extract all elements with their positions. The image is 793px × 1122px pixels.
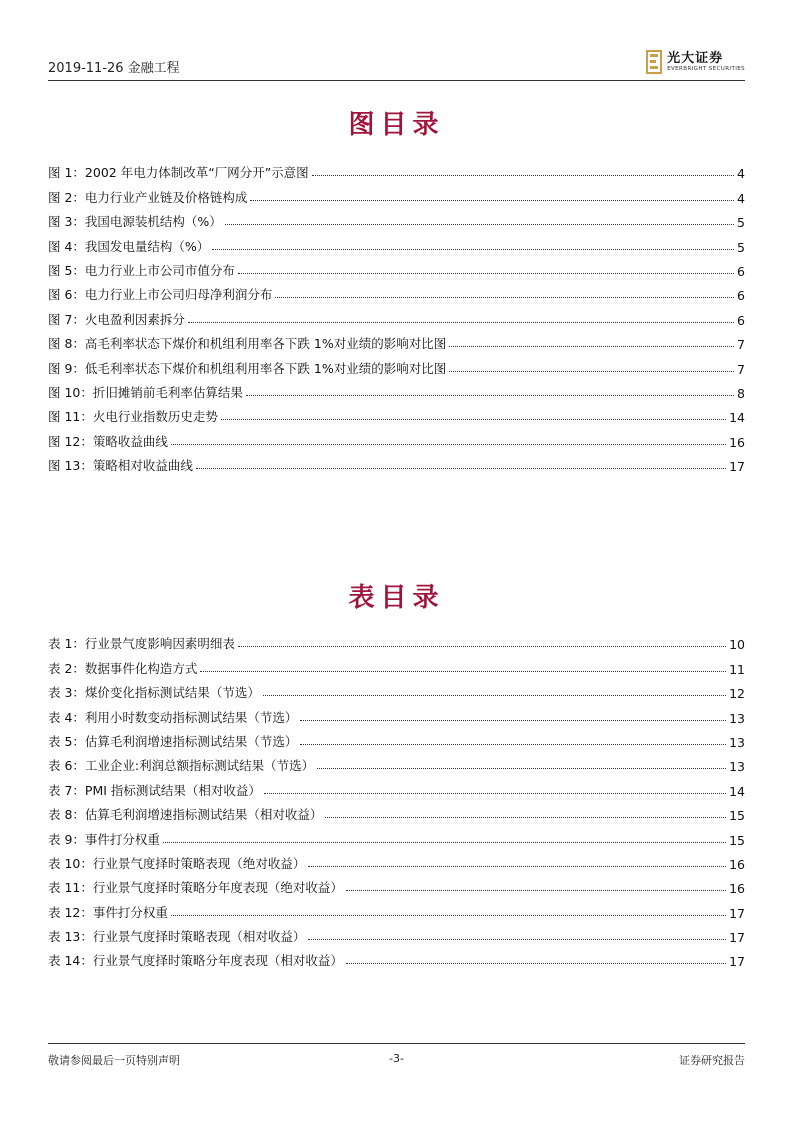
table-toc-entry-label: 表 11：行业景气度择时策略分年度表现（绝对收益） bbox=[48, 880, 343, 896]
dot-leader bbox=[246, 395, 734, 396]
figure-toc-entry-label: 图 10：折旧摊销前毛利率估算结果 bbox=[48, 384, 243, 400]
dot-leader bbox=[163, 842, 726, 843]
logo-english-name: EVERBRIGHT SECURITIES bbox=[667, 66, 745, 72]
figure-toc-entry-label: 图 7：火电盈利因素拆分 bbox=[48, 311, 185, 327]
table-toc-entry[interactable] bbox=[48, 701, 745, 725]
table-toc-entry[interactable] bbox=[48, 872, 745, 896]
page-header bbox=[48, 48, 745, 81]
table-toc-entry-label: 表 8：估算毛利润增速指标测试结果（相对收益） bbox=[48, 807, 323, 823]
dot-leader bbox=[263, 695, 726, 696]
table-toc-entry-label: 表 7：PMI 指标测试结果（相对收益） bbox=[48, 782, 261, 798]
table-toc-entry-page: 11 bbox=[729, 661, 745, 677]
page-number: -3- bbox=[389, 1052, 404, 1065]
table-toc-entry-label: 表 12：事件打分权重 bbox=[48, 904, 168, 920]
table-toc-entry-label: 表 14：行业景气度择时策略分年度表现（相对收益） bbox=[48, 953, 343, 969]
table-toc-entry-page: 13 bbox=[729, 759, 745, 775]
dot-leader bbox=[238, 273, 734, 274]
dot-leader bbox=[308, 939, 726, 940]
dot-leader bbox=[225, 224, 734, 225]
figure-toc-entry-label: 图 6：电力行业上市公司归母净利润分布 bbox=[48, 287, 273, 303]
table-toc-entry[interactable] bbox=[48, 823, 745, 847]
table-toc-entry-label: 表 4：利用小时数变动指标测试结果（节选） bbox=[48, 709, 298, 725]
figure-toc-entry-label: 图 8：高毛利率状态下煤价和机组利用率各下跌 1%对业绩的影响对比图 bbox=[48, 336, 447, 352]
figure-toc-entry-label: 图 1：2002 年电力体制改革“厂网分开”示意图 bbox=[48, 165, 309, 181]
company-logo bbox=[646, 48, 745, 76]
table-toc-entry[interactable] bbox=[48, 921, 745, 945]
figure-toc-entry[interactable] bbox=[48, 279, 745, 303]
dot-leader bbox=[212, 249, 734, 250]
figure-toc-entry-page: 17 bbox=[729, 459, 745, 475]
figure-toc-entry[interactable] bbox=[48, 255, 745, 279]
figure-toc-entry-label: 图 3：我国电源装机结构（%） bbox=[48, 214, 222, 230]
table-toc-entry[interactable] bbox=[48, 677, 745, 701]
figure-toc-entry[interactable] bbox=[48, 377, 745, 401]
figure-toc-entry-label: 图 2：电力行业产业链及价格链构成 bbox=[48, 189, 248, 205]
table-toc-entry-page: 14 bbox=[729, 783, 745, 799]
figure-toc-entry-page: 7 bbox=[737, 361, 745, 377]
dot-leader bbox=[171, 915, 726, 916]
figure-toc-entry-page: 6 bbox=[737, 288, 745, 304]
table-toc-entry[interactable] bbox=[48, 774, 745, 798]
figure-toc-entry[interactable] bbox=[48, 401, 745, 425]
figure-toc-entry[interactable] bbox=[48, 425, 745, 449]
table-toc-entry-label: 表 9：事件打分权重 bbox=[48, 831, 160, 847]
table-toc-entry-page: 10 bbox=[729, 637, 745, 653]
tables-toc-list bbox=[48, 628, 745, 969]
table-toc-entry-label: 表 2：数据事件化构造方式 bbox=[48, 660, 198, 676]
figure-toc-entry-label: 图 4：我国发电量结构（%） bbox=[48, 238, 210, 254]
dot-leader bbox=[300, 720, 726, 721]
figures-toc-title: 图目录 bbox=[348, 110, 445, 140]
disclaimer-note: 敬请参阅最后一页特别声明 bbox=[48, 1054, 180, 1067]
dot-leader bbox=[449, 346, 734, 347]
logo-mark-icon bbox=[646, 50, 662, 74]
figure-toc-entry[interactable] bbox=[48, 206, 745, 230]
table-toc-entry-page: 15 bbox=[729, 808, 745, 824]
figure-toc-entry-page: 8 bbox=[737, 385, 745, 401]
table-toc-entry-page: 15 bbox=[729, 832, 745, 848]
dot-leader bbox=[188, 322, 734, 323]
table-toc-entry-page: 17 bbox=[729, 905, 745, 921]
report-date-section: 2019-11-26 金融工程 bbox=[48, 61, 180, 76]
table-toc-entry-page: 17 bbox=[729, 930, 745, 946]
figures-toc-list bbox=[48, 157, 745, 474]
table-toc-entry-label: 表 6：工业企业:利润总额指标测试结果（节选） bbox=[48, 758, 315, 774]
figure-toc-entry-page: 16 bbox=[729, 434, 745, 450]
table-toc-entry[interactable] bbox=[48, 799, 745, 823]
figure-toc-entry-page: 6 bbox=[737, 312, 745, 328]
table-toc-entry-page: 17 bbox=[729, 954, 745, 970]
figure-toc-entry-page: 7 bbox=[737, 337, 745, 353]
figure-toc-entry-page: 5 bbox=[737, 215, 745, 231]
dot-leader bbox=[171, 444, 726, 445]
table-toc-entry[interactable] bbox=[48, 628, 745, 652]
table-toc-entry-label: 表 5：估算毛利润增速指标测试结果（节选） bbox=[48, 733, 298, 749]
dot-leader bbox=[275, 297, 734, 298]
figure-toc-entry[interactable] bbox=[48, 328, 745, 352]
tables-toc-title: 表目录 bbox=[348, 583, 445, 613]
table-toc-entry-label: 表 1：行业景气度影响因素明细表 bbox=[48, 636, 235, 652]
dot-leader bbox=[317, 768, 726, 769]
figure-toc-entry[interactable] bbox=[48, 181, 745, 205]
dot-leader bbox=[200, 671, 726, 672]
figure-toc-entry[interactable] bbox=[48, 450, 745, 474]
figure-toc-entry[interactable] bbox=[48, 230, 745, 254]
dot-leader bbox=[250, 200, 734, 201]
figure-toc-entry-label: 图 12：策略收益曲线 bbox=[48, 433, 168, 449]
table-toc-entry[interactable] bbox=[48, 652, 745, 676]
figure-toc-entry-page: 6 bbox=[737, 263, 745, 279]
table-toc-entry-page: 16 bbox=[729, 856, 745, 872]
dot-leader bbox=[346, 963, 726, 964]
table-toc-entry-page: 13 bbox=[729, 734, 745, 750]
dot-leader bbox=[346, 890, 726, 891]
figure-toc-entry[interactable] bbox=[48, 157, 745, 181]
figure-toc-entry-page: 14 bbox=[729, 410, 745, 426]
table-toc-entry-label: 表 13：行业景气度择时策略表现（相对收益） bbox=[48, 929, 306, 945]
dot-leader bbox=[264, 793, 726, 794]
dot-leader bbox=[312, 175, 734, 176]
figure-toc-entry-label: 图 11：火电行业指数历史走势 bbox=[48, 409, 218, 425]
table-toc-entry-page: 16 bbox=[729, 881, 745, 897]
figure-toc-entry[interactable] bbox=[48, 303, 745, 327]
table-toc-entry[interactable] bbox=[48, 848, 745, 872]
table-toc-entry-page: 13 bbox=[729, 710, 745, 726]
dot-leader bbox=[196, 468, 726, 469]
figure-toc-entry-label: 图 5：电力行业上市公司市值分布 bbox=[48, 262, 235, 278]
page-footer bbox=[48, 1043, 745, 1070]
table-toc-entry[interactable] bbox=[48, 896, 745, 920]
table-toc-entry[interactable] bbox=[48, 945, 745, 969]
table-toc-entry-label: 表 10：行业景气度择时策略表现（绝对收益） bbox=[48, 855, 306, 871]
dot-leader bbox=[300, 744, 726, 745]
report-type: 证券研究报告 bbox=[679, 1054, 745, 1067]
figure-toc-entry-page: 4 bbox=[737, 166, 745, 182]
figure-toc-entry[interactable] bbox=[48, 352, 745, 376]
dot-leader bbox=[325, 817, 726, 818]
dot-leader bbox=[221, 419, 726, 420]
figure-toc-entry-page: 5 bbox=[737, 239, 745, 255]
dot-leader bbox=[238, 646, 726, 647]
table-toc-entry[interactable] bbox=[48, 750, 745, 774]
table-toc-entry-page: 12 bbox=[729, 686, 745, 702]
table-toc-entry-label: 表 3：煤价变化指标测试结果（节选） bbox=[48, 685, 260, 701]
logo-chinese-name: 光大证券 bbox=[667, 51, 724, 66]
dot-leader bbox=[449, 371, 734, 372]
figure-toc-entry-label: 图 9：低毛利率状态下煤价和机组利用率各下跌 1%对业绩的影响对比图 bbox=[48, 360, 447, 376]
figure-toc-entry-label: 图 13：策略相对收益曲线 bbox=[48, 458, 193, 474]
table-toc-entry[interactable] bbox=[48, 726, 745, 750]
figure-toc-entry-page: 4 bbox=[737, 190, 745, 206]
dot-leader bbox=[308, 866, 726, 867]
